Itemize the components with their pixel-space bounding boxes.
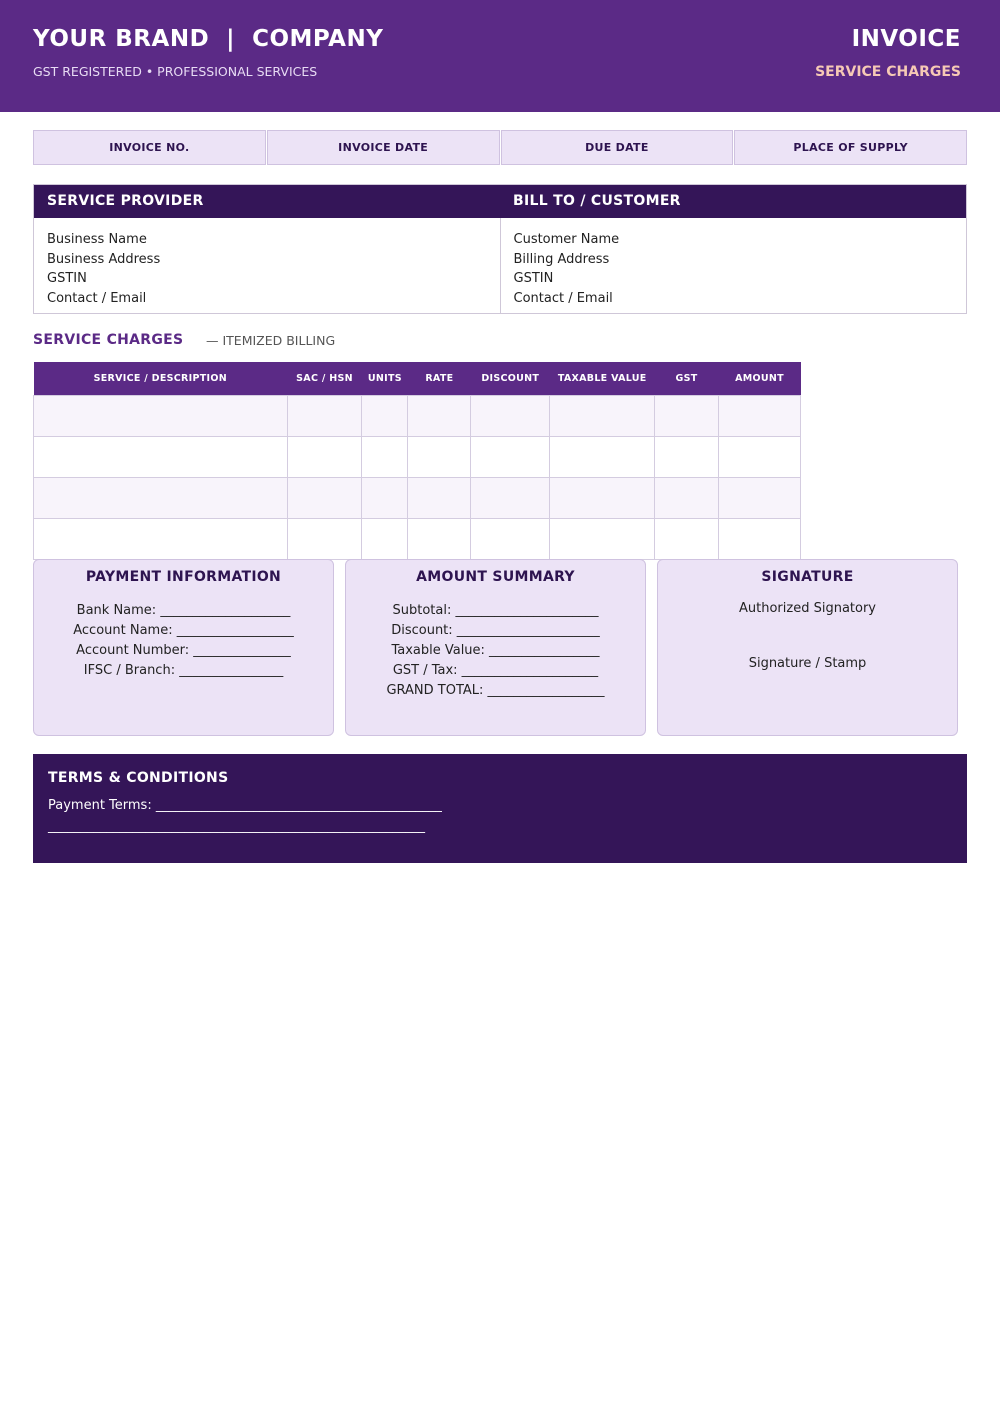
customer-line: Contact / Email	[513, 290, 613, 306]
table-cell[interactable]	[362, 477, 408, 518]
table-row	[34, 436, 801, 477]
terms-extra-line[interactable]: __________________________________________________________	[48, 819, 425, 834]
table-cell[interactable]	[408, 395, 471, 436]
table-cell[interactable]	[550, 436, 655, 477]
signature-card	[657, 559, 958, 736]
gst-tax-field[interactable]: GST / Tax: _____________________	[392, 663, 599, 678]
table-cell[interactable]	[287, 477, 362, 518]
authorized-signatory-label: Authorized Signatory	[739, 601, 876, 616]
table-cell[interactable]	[34, 477, 288, 518]
table-cell[interactable]	[655, 395, 719, 436]
table-cell[interactable]	[550, 477, 655, 518]
table-cell[interactable]	[550, 518, 655, 559]
table-row	[34, 395, 801, 436]
services-table	[33, 362, 801, 560]
col-service-description: SERVICE / DESCRIPTION	[34, 362, 288, 395]
invoice-title: INVOICE	[851, 26, 961, 52]
customer-details[interactable]	[500, 218, 967, 314]
table-cell[interactable]	[719, 436, 801, 477]
services-title: SERVICE CHARGES	[33, 332, 184, 348]
table-cell[interactable]	[408, 477, 471, 518]
meta-place-of-supply[interactable]: PLACE OF SUPPLY	[734, 130, 967, 165]
table-cell[interactable]	[550, 395, 655, 436]
table-cell[interactable]	[471, 518, 550, 559]
services-subtitle: — ITEMIZED BILLING	[206, 333, 336, 348]
subtotal-field[interactable]: Subtotal: ______________________	[392, 603, 599, 618]
table-cell[interactable]	[655, 477, 719, 518]
col-discount: DISCOUNT	[471, 362, 550, 395]
table-cell[interactable]	[408, 518, 471, 559]
table-cell[interactable]	[408, 436, 471, 477]
customer-line: Billing Address	[513, 251, 610, 267]
parties-section	[33, 184, 967, 314]
col-gst: GST	[655, 362, 719, 395]
payment-terms-field[interactable]: Payment Terms: ____________________________________________	[48, 798, 442, 813]
brand-tagline: GST REGISTERED • PROFESSIONAL SERVICES	[33, 64, 318, 79]
table-cell[interactable]	[287, 518, 362, 559]
taxable-value-field[interactable]: Taxable Value: _________________	[391, 643, 600, 658]
meta-due-date[interactable]: DUE DATE	[501, 130, 734, 165]
table-cell[interactable]	[362, 518, 408, 559]
amount-summary-fields	[346, 601, 645, 701]
payment-info-card	[33, 559, 334, 736]
grand-total-field[interactable]: GRAND TOTAL: __________________	[386, 683, 605, 698]
col-amount: AMOUNT	[719, 362, 801, 395]
table-row	[34, 477, 801, 518]
amount-summary-title: AMOUNT SUMMARY	[416, 569, 575, 585]
account-number-field[interactable]: Account Number: _______________	[76, 643, 291, 658]
table-cell[interactable]	[655, 436, 719, 477]
signature-stamp-area[interactable]: Signature / Stamp	[748, 656, 867, 671]
col-sac-hsn: SAC / HSN	[287, 362, 362, 395]
account-name-field[interactable]: Account Name: __________________	[73, 623, 294, 638]
table-cell[interactable]	[287, 395, 362, 436]
table-cell[interactable]	[719, 477, 801, 518]
table-cell[interactable]	[287, 436, 362, 477]
provider-line: Business Address	[47, 251, 161, 267]
payment-info-fields	[34, 601, 333, 681]
col-units: UNITS	[362, 362, 408, 395]
customer-line: GSTIN	[513, 271, 554, 286]
table-cell[interactable]	[719, 395, 801, 436]
customer-heading: BILL TO / CUSTOMER	[513, 193, 681, 209]
provider-line: Business Name	[47, 232, 147, 247]
invoice-meta-row	[33, 130, 967, 165]
parties-header	[34, 185, 966, 218]
amount-summary-card	[345, 559, 646, 736]
terms-title: TERMS & CONDITIONS	[48, 770, 229, 786]
provider-heading: SERVICE PROVIDER	[47, 193, 204, 209]
col-taxable-value: TAXABLE VALUE	[550, 362, 655, 395]
table-header-row	[34, 362, 801, 395]
terms-section	[33, 754, 967, 863]
provider-line: Contact / Email	[47, 290, 147, 306]
parties-body	[34, 218, 966, 314]
invoice-header	[0, 0, 1000, 112]
table-cell[interactable]	[471, 477, 550, 518]
table-cell[interactable]	[362, 436, 408, 477]
meta-invoice-date[interactable]: INVOICE DATE	[267, 130, 500, 165]
bank-name-field[interactable]: Bank Name: ____________________	[76, 603, 291, 618]
invoice-subtitle: SERVICE CHARGES	[815, 64, 961, 80]
customer-line: Customer Name	[513, 232, 620, 247]
table-cell[interactable]	[471, 436, 550, 477]
table-cell[interactable]	[471, 395, 550, 436]
ifsc-branch-field[interactable]: IFSC / Branch: ________________	[83, 663, 284, 678]
payment-info-title: PAYMENT INFORMATION	[85, 569, 282, 585]
table-cell[interactable]	[34, 518, 288, 559]
table-cell[interactable]	[34, 395, 288, 436]
signature-title: SIGNATURE	[761, 569, 854, 585]
table-row	[34, 518, 801, 559]
table-cell[interactable]	[655, 518, 719, 559]
provider-line: GSTIN	[47, 271, 87, 286]
discount-field[interactable]: Discount: ______________________	[391, 623, 600, 638]
brand-name: YOUR BRAND | COMPANY	[33, 26, 384, 52]
provider-details[interactable]	[34, 218, 500, 314]
table-cell[interactable]	[362, 395, 408, 436]
table-cell[interactable]	[719, 518, 801, 559]
table-cell[interactable]	[34, 436, 288, 477]
meta-invoice-no[interactable]: INVOICE NO.	[33, 130, 266, 165]
info-cards	[33, 559, 958, 736]
col-rate: RATE	[408, 362, 471, 395]
